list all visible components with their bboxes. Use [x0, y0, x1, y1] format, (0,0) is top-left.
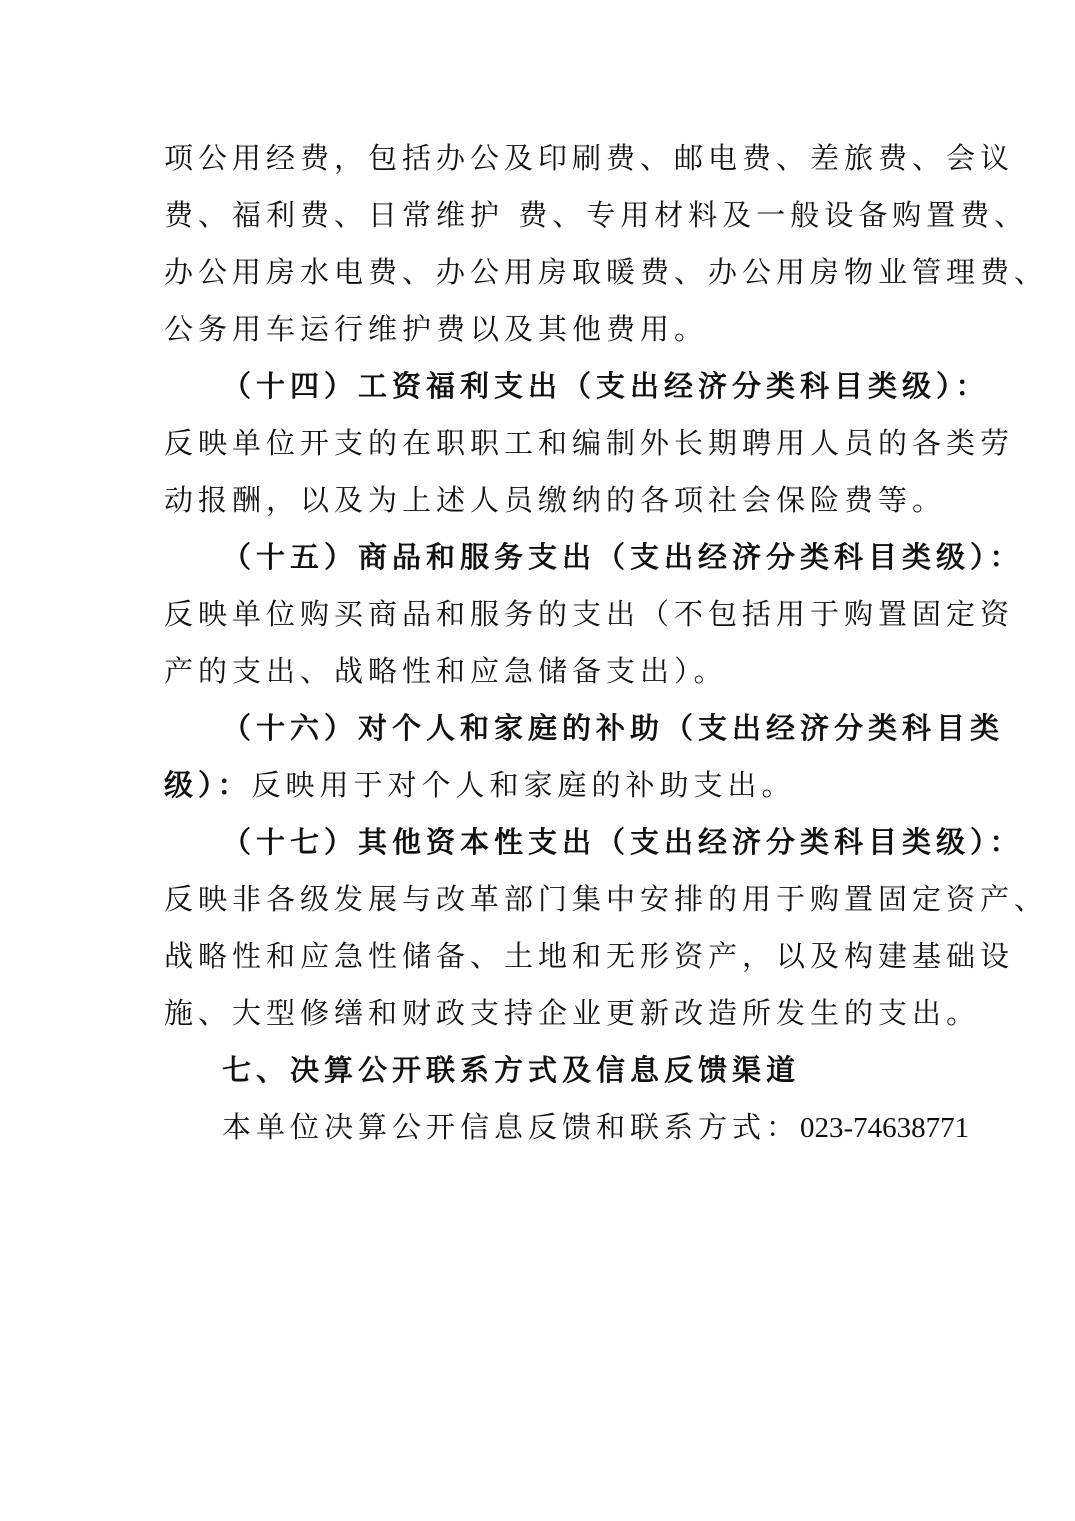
paragraph-line: 办公用房水电费、办公用房取暖费、办公用房物业管理费、: [164, 255, 1049, 289]
paragraph-line: 反映非各级发展与改革部门集中安排的用于购置固定资产、: [164, 882, 1049, 916]
paragraph-line: 战略性和应急性储备、土地和无形资产，以及构建基础设: [164, 939, 1015, 973]
paragraph-line: 动报酬，以及为上述人员缴纳的各项社会保险费等。: [164, 483, 947, 517]
contact-phone-number: 023-74638771: [800, 1112, 970, 1144]
paragraph-line: 反映单位购买商品和服务的支出（不包括用于购置固定资: [164, 597, 1015, 631]
paragraph-line: 施、大型修缮和财政支持企业更新改造所发生的支出。: [164, 996, 981, 1030]
section-heading-15: （十五）商品和服务支出（支出经济分类科目类级）：: [222, 540, 1024, 574]
paragraph-line: [164, 767, 796, 803]
paragraph-line: 费、福利费、日常维护 费、专用材料及一般设备购置费、: [164, 198, 1029, 232]
section-heading-17: （十七）其他资本性支出（支出经济分类科目类级）：: [222, 825, 1024, 859]
section-heading-16-continued: 级）：: [164, 768, 252, 802]
section-heading-14: （十四）工资福利支出（支出经济分类科目类级）：: [222, 369, 990, 403]
paragraph-line: 产的支出、战略性和应急储备支出）。: [164, 654, 728, 688]
paragraph-line: 公务用车运行维护费以及其他费用。: [164, 312, 709, 346]
section-heading-16: （十六）对个人和家庭的补助（支出经济分类科目类: [222, 711, 1005, 745]
contact-line: [222, 1109, 969, 1146]
contact-label: 本单位决算公开信息反馈和联系方式：: [222, 1110, 801, 1144]
section-heading-7: 七、决算公开联系方式及信息反馈渠道: [222, 1053, 801, 1087]
paragraph-line: 项公用经费，包括办公及印刷费、邮电费、差旅费、会议: [164, 141, 1015, 175]
paragraph-text: 反映用于对个人和家庭的补助支出。: [251, 768, 796, 802]
paragraph-line: 反映单位开支的在职职工和编制外长期聘用人员的各类劳: [164, 426, 1015, 460]
